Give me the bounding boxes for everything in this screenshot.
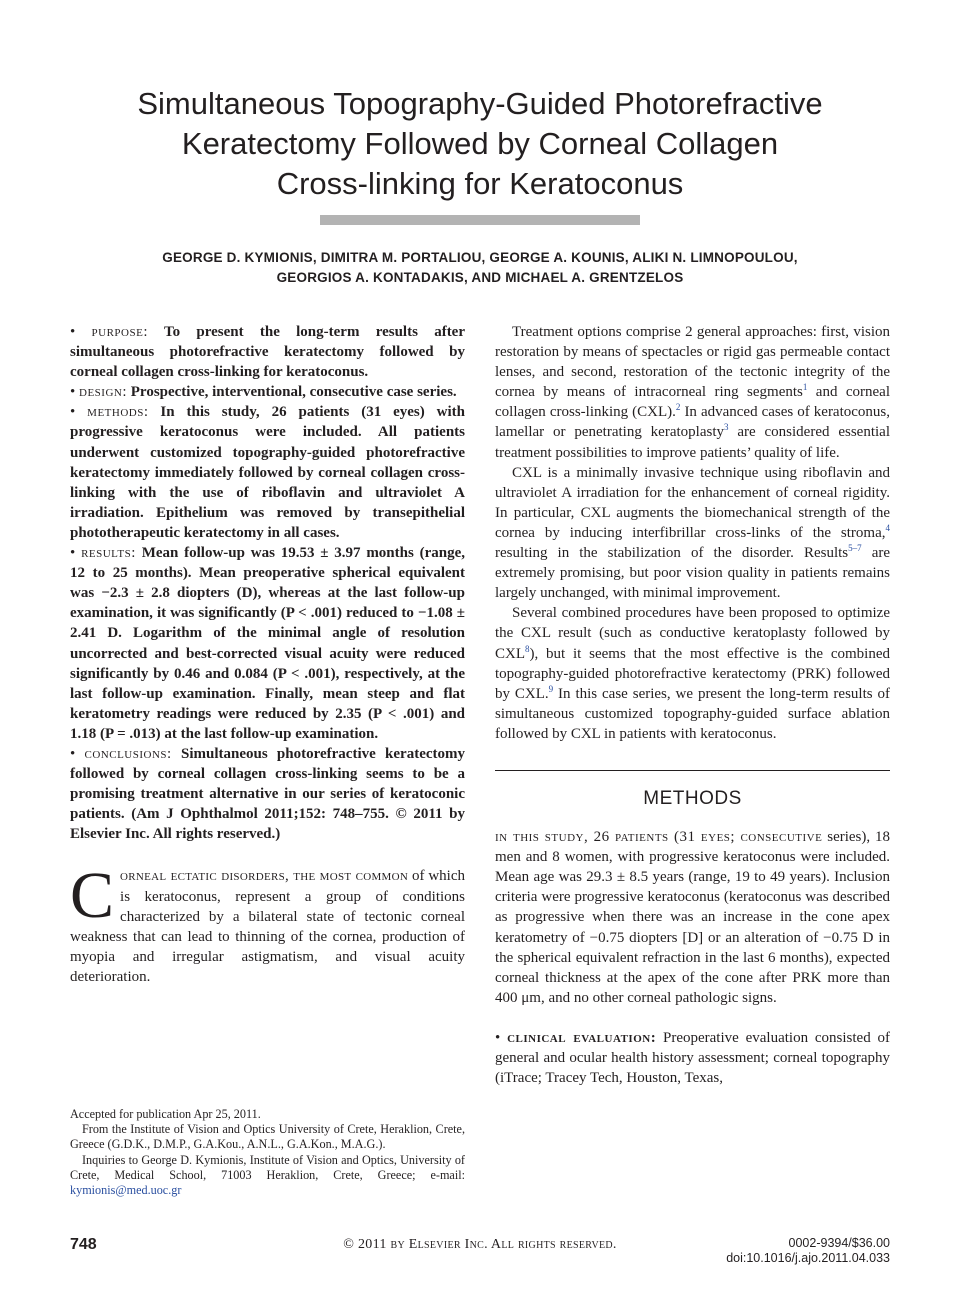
citation-link[interactable]: 5–7 [848,543,862,554]
drop-cap: C [70,859,115,933]
journal-codes [726,1236,890,1266]
intro-lead: orneal ectatic disorders, the most common [120,868,409,885]
paragraph-text: In this case series, we present the long-term results of simultaneous customized topography-guided surface ablation followed by CXL in patients with keratoconus. [495,685,890,742]
paragraph-text: ), but it seems that the most effective is the combined topography-guided photorefractive keratectomy (PRK) followed by CXL. [495,645,890,702]
methods-text: In this study, 26 patients (31 eyes) with progressive keratoconus were included. All patients underwent customized topography-guided photorefractive keratectomy immediately followed by corneal collagen cross-linking with the use of riboflavin and ultraviolet A irradiation. Epithelium was removed by transepithelial phototherapeutic keratectomy in all cases. [70,404,466,541]
abstract-design [70,382,465,402]
purpose-text: To present the long-term results after simultaneous photorefractive keratectomy followed by corneal collagen cross-linking for keratoconus. [70,324,465,381]
paragraph-text: are considered essential treatment possibilities to improve patients’ quality of life. [495,424,890,461]
results-text: Mean follow-up was 19.53 ± 3.97 months (range, 12 to 25 months). Mean preoperative spherical equivalent was −2.3 ± 2.8 diopters (D), whereas at the last follow-up examination, it was significantly (P < .001) reduced to −1.08 ± 2.41 D. Logarithm of the minimal angle of resolution uncorrected and best-corrected visual acuity were reduced significantly by 0.46 and 0.084 (P < .001), respectively, at the last follow-up examination. Finally, mean steep and flat keratometry readings were reduced by 2.35 (P < .001) and 1.18 (P = .013) at the last follow-up examination. [70,545,466,742]
footnotes [70,1107,465,1198]
author-list [60,248,900,288]
footnote-inquiries [70,1153,465,1199]
abstract-conclusions [70,744,465,844]
design-label: design: [79,384,128,401]
title-line: Keratectomy Followed by Corneal Collagen [181,126,779,161]
intro-text: of which is keratoconus, represent a group of conditions characterized by a bilateral state of tectonic corneal weakness that can lead to thinning of the cornea, production of myopia and irregular astigmatism, and visual acuity deterioration. [70,868,465,985]
bullet: • [70,324,76,340]
inquiries-text: Inquiries to George D. Kymionis, Institute of Vision and Optics, University of Crete, Medical School, 71003 Heraklion, Crete, Greece; e-mail: [70,1152,465,1182]
citation-link[interactable]: 8 [525,643,530,654]
paragraph-text: Treatment options comprise 2 general approaches: first, vision restoration by means of spectacles or rigid gas permeable contact lenses, and second, restoration of the tectonic integrity of the cornea by means of intracorneal ring segments [495,324,890,401]
author-line: GEORGE D. KYMIONIS, DIMITRA M. PORTALIOU, GEORGE A. KOUNIS, ALIKI N. LIMNOPOULOU, [162,250,798,265]
conclusions-label: conclusions: [84,745,172,762]
purpose-label: purpose: [91,324,148,340]
title-line: Cross-linking for Keratoconus [276,166,684,201]
paragraph-text: and corneal collagen cross-linking (CXL). [495,384,890,421]
citation-link[interactable]: 2 [675,402,681,413]
bullet: • [70,745,76,762]
bullet: • [70,545,76,562]
copyright-notice: © 2011 by Elsevier Inc. All rights reserved. [343,1237,617,1252]
email-link[interactable]: kymionis@med.uoc.gr [70,1183,182,1198]
doi: doi:10.1016/j.ajo.2011.04.033 [726,1251,890,1265]
author-line: GEORGIOS A. KONTADAKIS, AND MICHAEL A. GRENTZELOS [276,270,684,285]
footnote-affiliation: From the Institute of Vision and Optics University of Crete, Heraklion, Crete, Greece (G.D.K., D.M.P., G.A.Kou., A.N.L., G.A.Kon., M.A.G.). [70,1122,465,1152]
citation-link[interactable]: 9 [548,683,554,694]
abstract-purpose [70,322,465,382]
citation-link[interactable]: 1 [802,382,808,393]
abstract-methods [70,402,465,543]
footnote-accepted: Accepted for publication Apr 25, 2011. [70,1107,261,1121]
paragraph-text: CXL is a minimally invasive technique using riboflavin and ultraviolet A irradiation for the enhancement of corneal rigidity. In particular, CXL augments the biomechanical strength of the cornea by inducing interfibrillar cross-links of the stroma, [495,464,890,541]
title-line: Simultaneous Topography-Guided Photorefractive [137,86,823,121]
section-divider [495,770,890,771]
intro-paragraph [70,859,465,987]
paragraph-text: resulting in the stabilization of the disorder. Results [495,545,849,562]
methods-lead: in this study, 26 patients (31 eyes; consecutive [495,829,823,846]
abstract [70,322,465,844]
abstract-results [70,543,465,744]
clinical-label: clinical evaluation: [507,1029,657,1046]
methods-label: methods: [87,404,149,421]
methods-body: series), 18 men and 8 women, with progressive keratoconus were included. Mean age was 29.3 ± 8.5 years (range, 19 to 49 years). Inclusion criteria were progressive keratoconus (keratoconus was described as progressive when there was an increase in the cone apex keratometry of −0.75 diopters [D] or an alteration of −0.75 D in the spherical equivalent refraction in the last 6 months), expected corneal thickness at the apex of the cone after PRK more than 400 μm, and no other corneal pathologic signs. [495,829,891,1006]
body-paragraph [495,322,890,463]
article-title [60,84,900,204]
bullet: • [70,384,76,401]
body-paragraph [495,463,890,604]
paragraph-text: In advanced cases of keratoconus, lamellar or penetrating keratoplasty [495,404,891,441]
bullet: • [70,404,76,421]
citation-link[interactable]: 4 [885,522,890,533]
citation-link[interactable]: 3 [723,422,729,433]
results-label: results: [81,545,136,562]
conclusions-text: Simultaneous photorefractive keratectomy followed by corneal collagen cross-linking seems to be a promising treatment alternative in our series of keratoconic patients. (Am J Ophthalmol 2011;152: 748–755. © 2011 by Elsevier Inc. All rights reserved.) [70,745,466,843]
section-heading-methods: METHODS [643,787,742,809]
methods-paragraph [495,827,890,1008]
body-paragraph [495,603,890,744]
paragraph-text: are extremely promising, but poor vision quality in patients remains largely unchanged, with minimal improvement. [495,545,891,602]
issn: 0002-9394/$36.00 [788,1236,890,1250]
left-column [70,322,465,987]
right-column [495,322,890,1088]
clinical-evaluation-paragraph [495,1028,890,1088]
page-number: 748 [70,1236,97,1253]
paragraph-text: Several combined procedures have been proposed to optimize the CXL result (such as conductive keratoplasty followed by CXL [495,605,890,662]
clinical-text: Preoperative evaluation consisted of general and ocular health history assessment; corneal topography (iTrace; Tracey Tech, Houston, Texas, [495,1029,890,1087]
design-text: Prospective, interventional, consecutive case series. [130,384,457,401]
bullet: • [495,1029,501,1046]
title-divider [320,215,640,225]
